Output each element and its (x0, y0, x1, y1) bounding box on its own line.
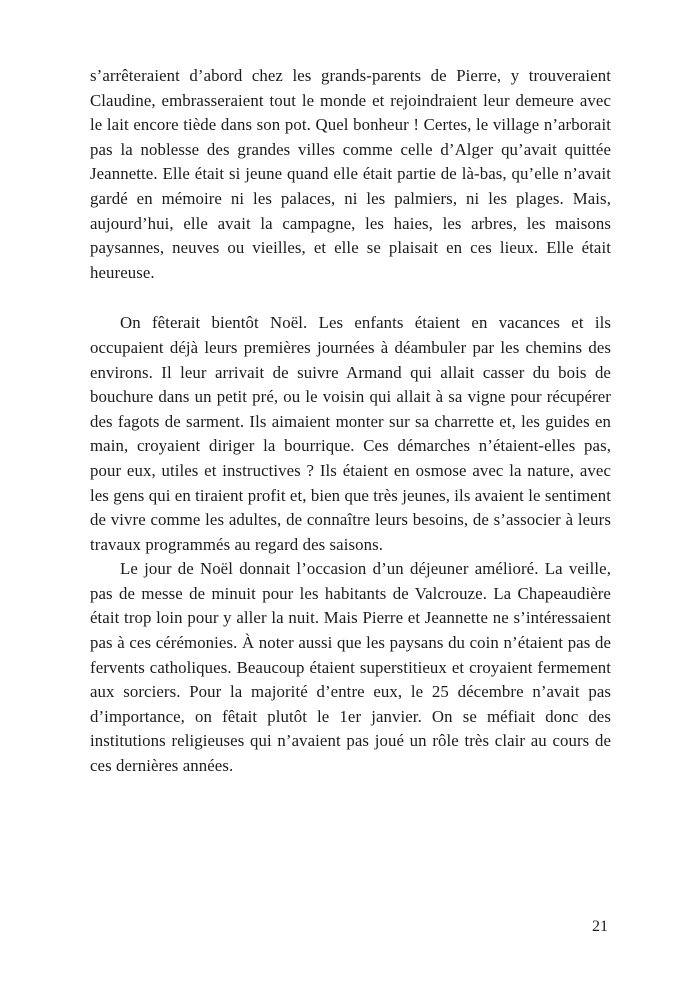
page-number: 21 (592, 918, 608, 935)
paragraph: On fêterait bientôt Noël. Les enfants étaient en vacances et ils occupaient déjà leurs premières journées à déambuler par les chemins des environs. Il leur arrivait de suivre Armand qui allait casser du bois de bouchure dans un petit pré, ou le voisin qui allait à sa vigne pour récupérer des fagots de sarment. Ils aimaient monter sur sa charrette et, les guides en main, croyaient diriger la bourrique. Ces démarches n’étaient-elles pas, pour eux, utiles et instructives ? Ils étaient en osmose avec la nature, avec les gens qui en tiraient profit et, bien que très jeunes, ils avaient le sentiment de vivre comme les adultes, de connaître leurs besoins, de s’associer à leurs travaux programmés au regard des saisons. (90, 313, 611, 554)
paragraph-continuation: s’arrêteraient d’abord chez les grands-parents de Pierre, y trouveraient Claudine, embrasseraient tout le monde et rejoindraient leur demeure avec le lait encore tiède dans son pot. Quel bonheur ! Certes, le village n’arborait pas la noblesse des grandes villes comme celle d’Alger qu’avait quittée Jeannette. Elle était si jeune quand elle était partie de là-bas, qu’elle n’avait gardé en mémoire ni les palaces, ni les palmiers, ni les plages. Mais, aujourd’hui, elle avait la campagne, les haies, les arbres, les maisons paysannes, neuves ou vieilles, et elle se plaisait en ces lieux. Elle était heureuse. (90, 66, 611, 282)
body-text (90, 64, 611, 779)
paragraph: Le jour de Noël donnait l’occasion d’un déjeuner amélioré. La veille, pas de messe de minuit pour les habitants de Valcrouze. La Chapeaudière était trop loin pour y aller la nuit. Mais Pierre et Jeannette ne s’intéressaient pas à ces cérémonies. À noter aussi que les paysans du coin n’étaient pas de fervents catholiques. Beaucoup étaient superstitieux et croyaient fermement aux sorciers. Pour la majorité d’entre eux, le 25 décembre n’avait pas d’importance, on fêtait plutôt le 1er janvier. On se méfiait donc des institutions religieuses qui n’avaient pas joué un rôle très clair au cours de ces dernières années. (90, 559, 611, 776)
